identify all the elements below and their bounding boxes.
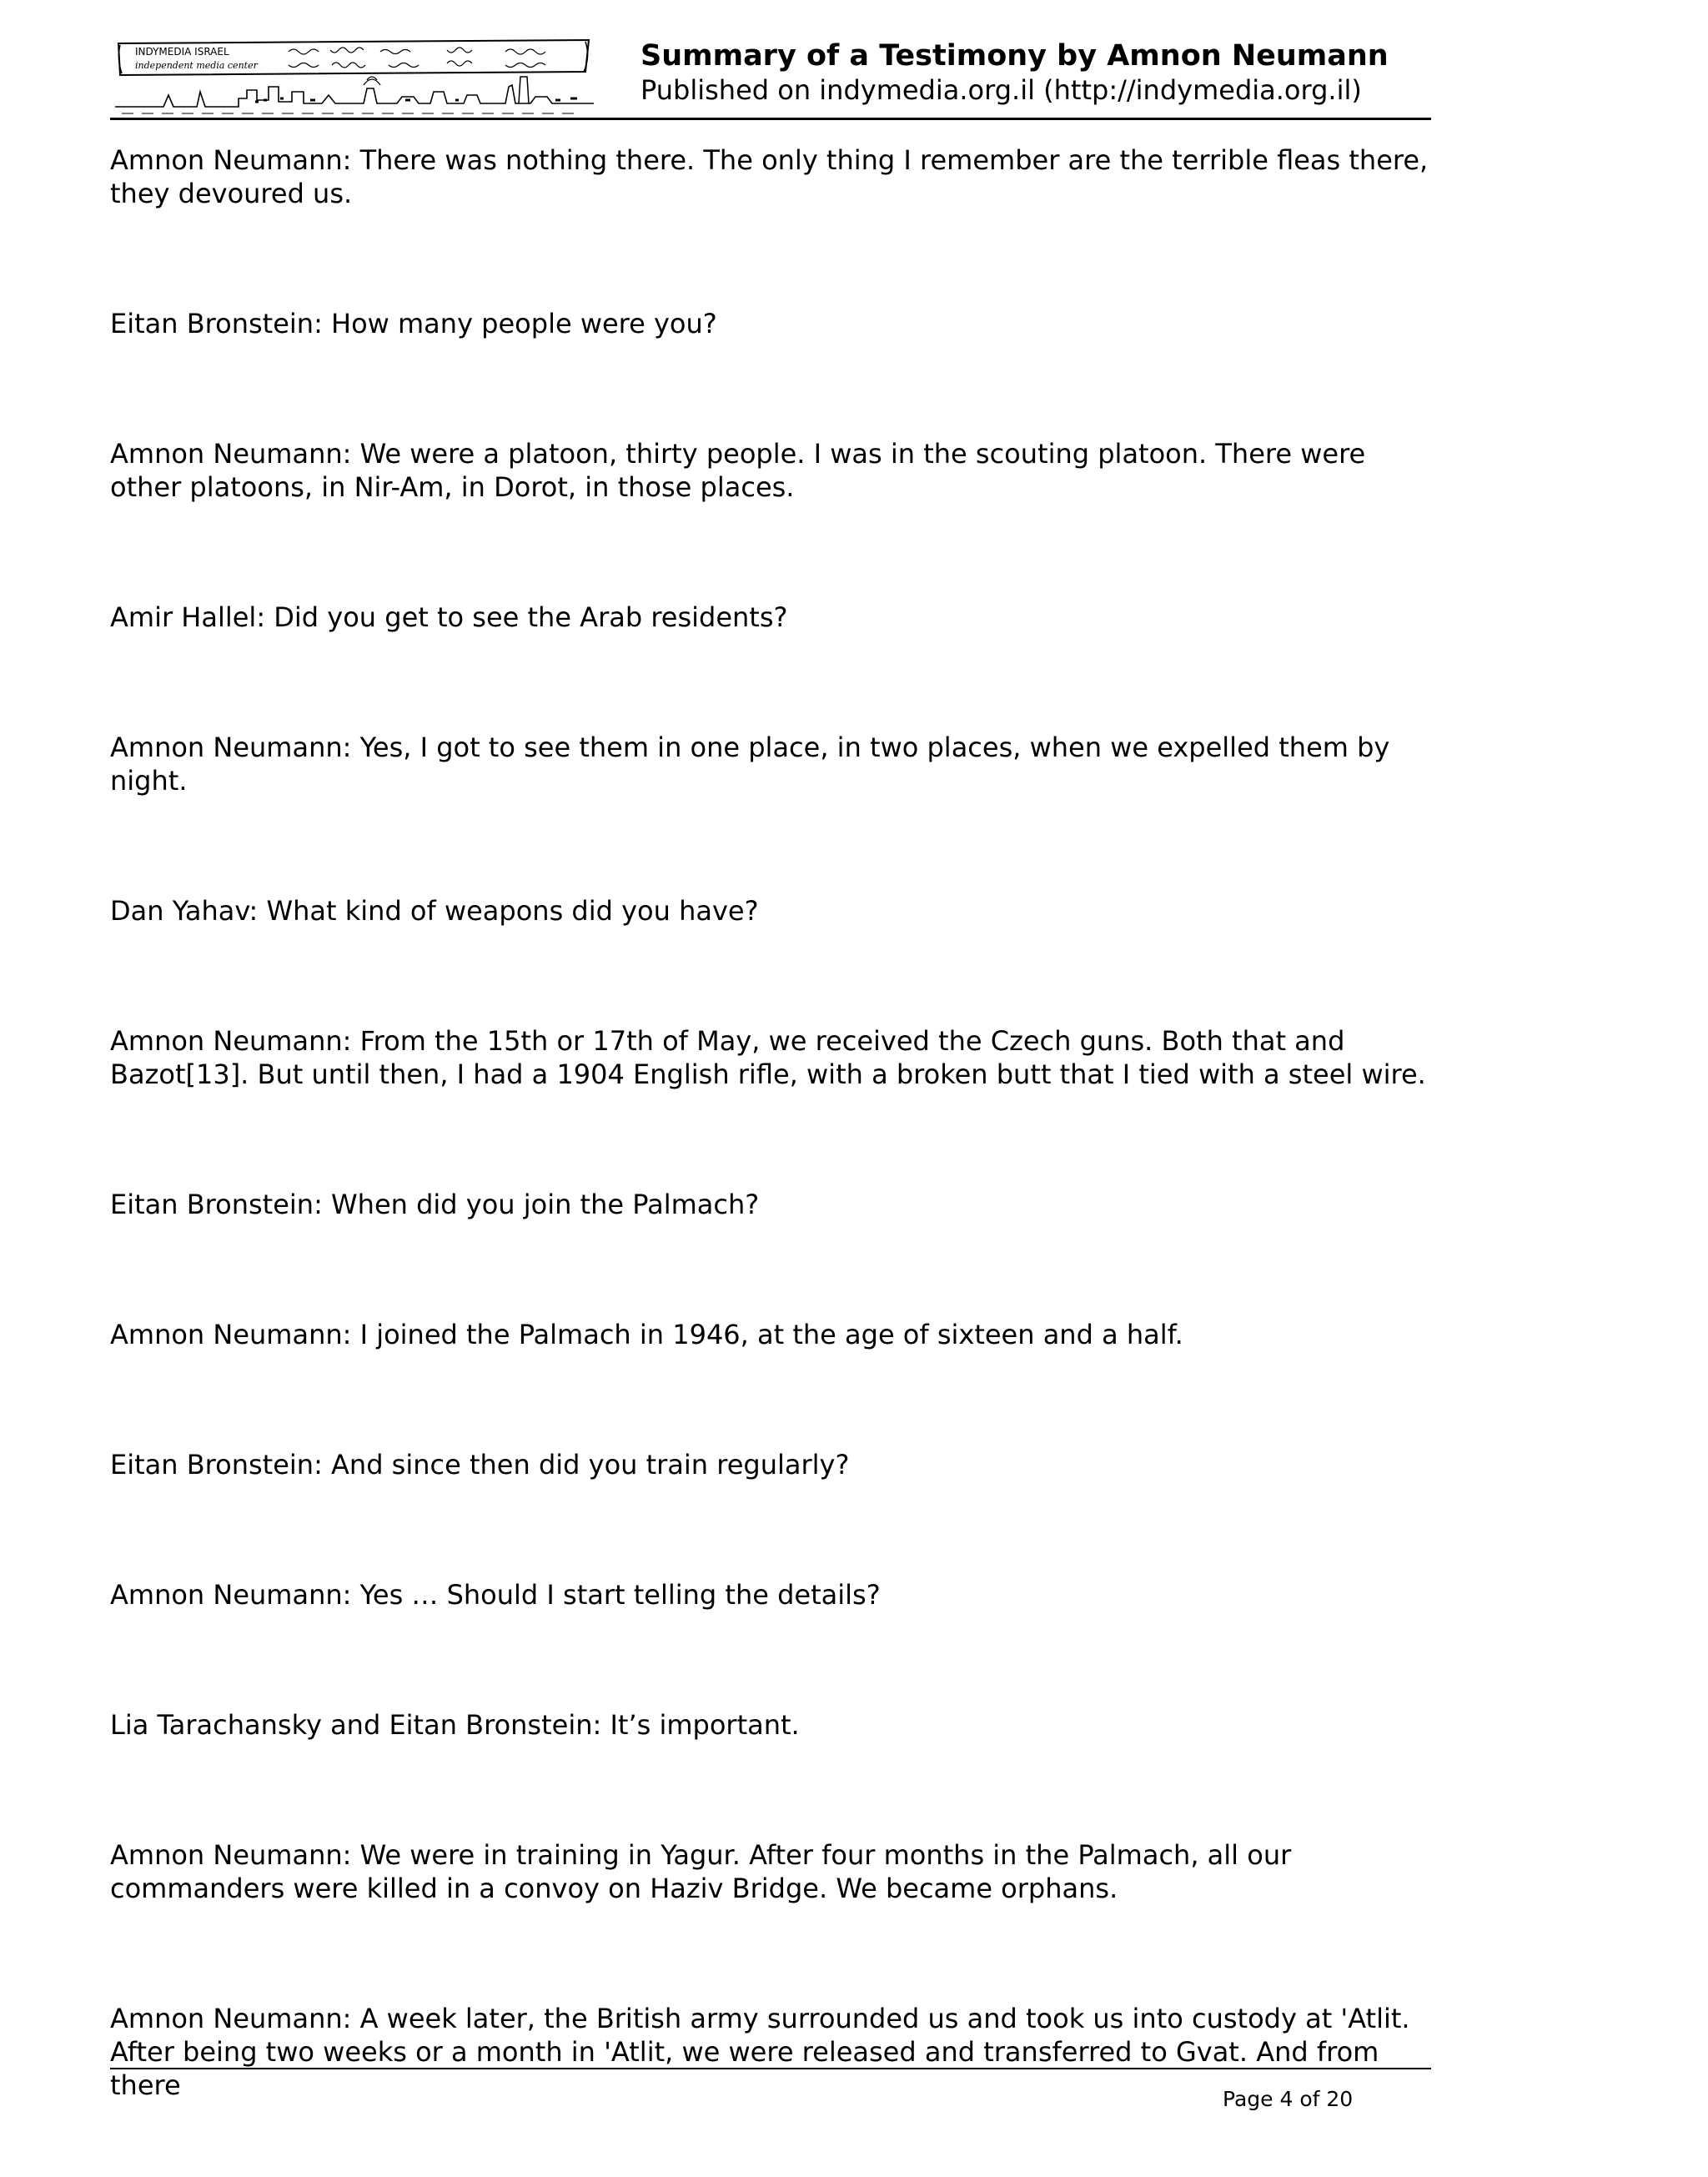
paragraph: Amnon Neumann: Yes, I got to see them in one place, in two places, when we expelled them by night. [110,732,1390,797]
paragraph: Amnon Neumann: A week later, the British army surrounded us and took us into custody at 'Atlit. After being two weeks or a month in 'Atlit, we were released and transferred to Gvat. And from there [110,2003,1410,2101]
paragraph: Amnon Neumann: From the 15th or 17th of May, we received the Czech guns. Both that and Bazot[13]. But until then, I had a 1904 English rifle, with a broken butt that I tied with a steel wire. [110,1025,1426,1090]
document-source: Published on indymedia.org.il (http://indymedia.org.il) [640,74,1362,106]
paragraph: Eitan Bronstein: And since then did you train regularly? [110,1449,850,1481]
paragraph: Amnon Neumann: Yes … Should I start telling the details? [110,1579,881,1611]
paragraph: Amnon Neumann: I joined the Palmach in 1946, at the age of sixteen and a half. [110,1319,1183,1350]
paragraph: Dan Yahav: What kind of weapons did you have? [110,895,759,927]
indymedia-logo [113,37,597,115]
paragraph: Amir Hallel: Did you get to see the Arab residents? [110,601,788,633]
footer-divider [110,2068,1431,2069]
paragraph: Lia Tarachansky and Eitan Bronstein: It’s important. [110,1709,800,1741]
paragraph: Amnon Neumann: We were in training in Yagur. After four months in the Palmach, all our commanders were killed in a convoy on Haziv Bridge. We became orphans. [110,1839,1292,1904]
page-number: Page 4 of 20 [1223,2087,1354,2111]
header-divider [110,118,1431,120]
paragraph: Amnon Neumann: We were a platoon, thirty people. I was in the scouting platoon. There were other platoons, in Nir-Am, in Dorot, in those places. [110,438,1366,503]
logo-text-line1: INDYMEDIA ISRAEL [135,46,229,58]
paragraph: Eitan Bronstein: How many people were you? [110,308,717,339]
page-header [110,33,1431,118]
paragraph: Eitan Bronstein: When did you join the Palmach? [110,1189,760,1220]
logo-text-line2: independent media center [135,60,258,71]
paragraph: Amnon Neumann: There was nothing there. The only thing I remember are the terrible fleas there, they devoured us. [110,144,1429,209]
document-title: Summary of a Testimony by Amnon Neumann [640,39,1389,73]
